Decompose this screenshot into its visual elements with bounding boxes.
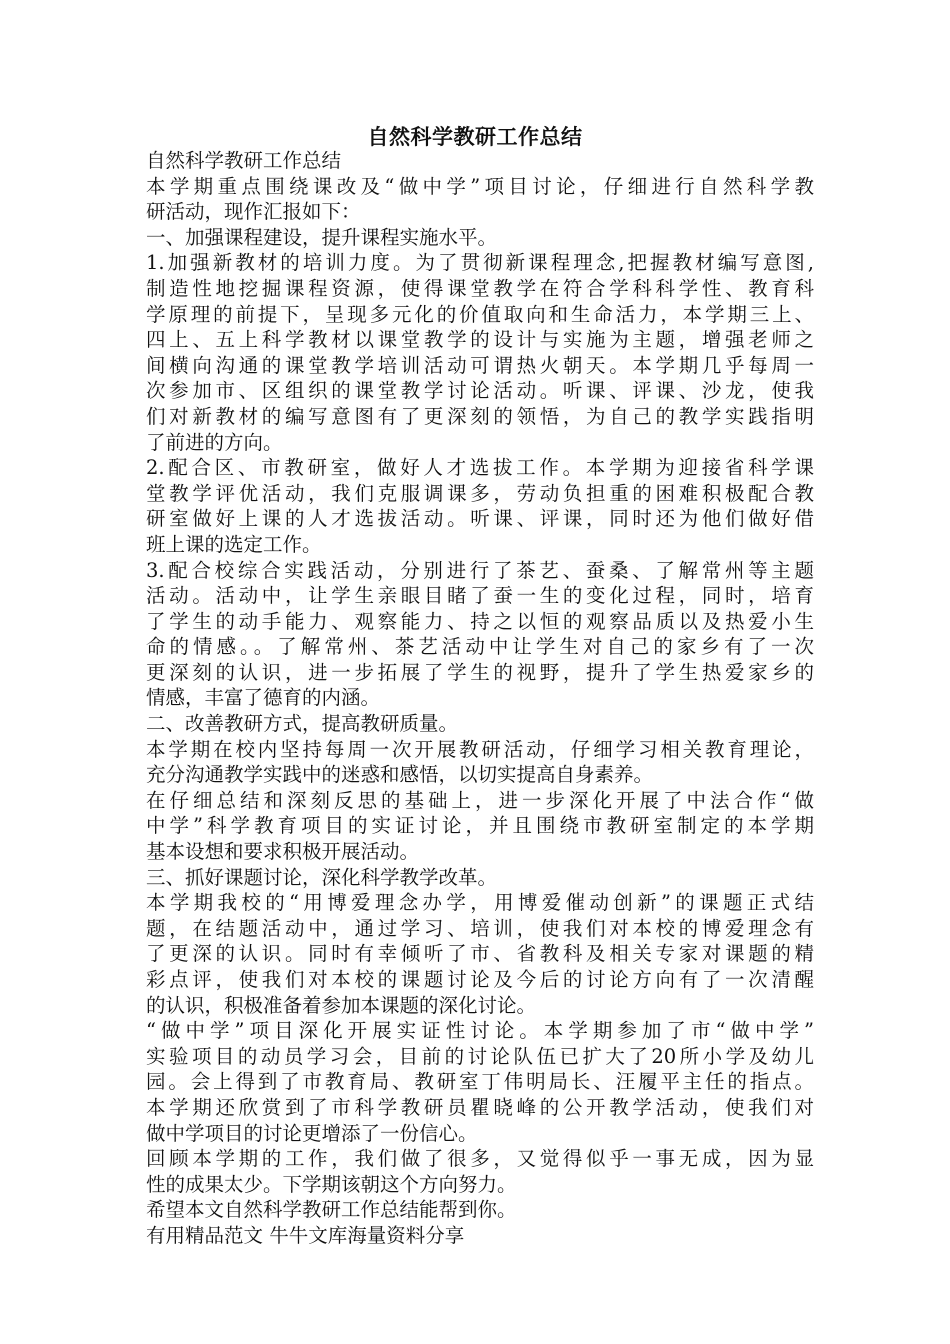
body-text-line: 了前进的方向。 (146, 430, 283, 454)
body-text-line: “做中学”项目深化开展实证性讨论。本学期参加了市“做中学” (146, 1019, 814, 1043)
body-text-line: 3.配合校综合实践活动，分别进行了茶艺、蚕桑、了解常州等主题 (146, 558, 814, 582)
body-text-line: 做中学项目的讨论更增添了一份信心。 (146, 1121, 478, 1145)
body-text-line: 活动。活动中，让学生亲眼目睹了蚕一生的变化过程，同时，培育 (146, 584, 814, 608)
body-text-line: 希望本文自然科学教研工作总结能帮到你。 (146, 1198, 517, 1222)
body-text-line: 中学”科学教育项目的实证讨论，并且围绕市教研室制定的本学期 (146, 814, 814, 838)
body-text-line: 本学期我校的“用博爱理念办学，用博爱催动创新”的课题正式结 (146, 891, 814, 915)
body-text-line: 制造性地挖掘课程资源，使得课堂教学在符合学科科学性、教育科 (146, 276, 814, 300)
body-text-line: 间横向沟通的课堂教学培训活动可谓热火朝天。本学期几乎每周一 (146, 353, 814, 377)
body-text-line: 本学期在校内坚持每周一次开展教研活动，仔细学习相关教育理论， (146, 737, 814, 761)
body-text-line: 研室做好上课的人才选拔活动。听课、评课，同时还为他们做好借 (146, 507, 814, 531)
body-text-line: 自然科学教研工作总结 (146, 149, 342, 172)
body-text-line: 一、加强课程建设，提升课程实施水平。 (146, 225, 498, 249)
body-text-line: 命的情感。。了解常州、茶艺活动中让学生对自己的家乡有了一次 (146, 635, 814, 659)
body-text-line: 了更深的认识。同时有幸倾听了市、省教科及相关专家对课题的精 (146, 942, 814, 966)
body-text-line: 2.配合区、市教研室，做好人才选拔工作。本学期为迎接省科学课 (146, 456, 814, 480)
body-text-line: 园。会上得到了市教育局、教研室丁伟明局长、汪履平主任的指点。 (146, 1070, 814, 1094)
body-text-line: 更深刻的认识，进一步拓展了学生的视野，提升了学生热爱家乡的 (146, 660, 814, 684)
body-text-line: 三、抓好课题讨论，深化科学教学改革。 (146, 865, 498, 889)
body-text-line: 情感，丰富了德育的内涵。 (146, 686, 381, 710)
body-text-line: 堂教学评优活动，我们克服调课多，劳动负担重的困难积极配合教 (146, 481, 814, 505)
body-text-line: 本学期重点围绕课改及“做中学”项目讨论，仔细进行自然科学教 (146, 174, 814, 198)
body-text-line: 研活动，现作汇报如下： (146, 200, 361, 224)
body-text-line: 彩点评，使我们对本校的课题讨论及今后的讨论方向有了一次清醒 (146, 968, 814, 991)
body-text-line: 性的成果太少。下学期该朝这个方向努力。 (146, 1172, 517, 1196)
body-text-line: 了学生的动手能力、观察能力、持之以恒的观察品质以及热爱小生 (146, 609, 814, 633)
body-text-line: 本学期还欣赏到了市科学教研员瞿晓峰的公开教学活动，使我们对 (146, 1095, 814, 1119)
body-text-line: 班上课的选定工作。 (146, 532, 322, 556)
body-text-line: 次参加市、区组织的课堂教学讨论活动。听课、评课、沙龙，使我 (146, 379, 814, 403)
body-text-line: 们对新教材的编写意图有了更深刻的领悟，为自己的教学实践指明 (146, 404, 814, 428)
document-body (146, 148, 814, 1249)
body-text-line: 回顾本学期的工作，我们做了很多，又觉得似乎一事无成，因为显 (146, 1147, 814, 1171)
body-text-line: 题，在结题活动中，通过学习、培训，使我们对本校的博爱理念有 (146, 916, 814, 940)
body-text-line: 基本设想和要求积极开展活动。 (146, 840, 420, 864)
body-text-line: 在仔细总结和深刻反思的基础上，进一步深化开展了中法合作“做 (146, 788, 814, 812)
body-text-line: 学原理的前提下，呈现多元化的价值取向和生命活力，本学期三上、 (146, 302, 814, 326)
body-text-line: 充分沟通教学实践中的迷惑和感悟，以切实提高自身素养。 (146, 763, 654, 787)
body-text-line: 有用精品范文 牛牛文库海量资料分享 (146, 1223, 465, 1247)
body-text-line: 实验项目的动员学习会，目前的讨论队伍已扩大了20所小学及幼儿 (146, 1044, 814, 1068)
body-text-line: 的认识，积极准备着参加本课题的深化讨论。 (146, 993, 537, 1017)
body-text-line: 二、改善教研方式，提高教研质量。 (146, 712, 459, 736)
body-text-line: 四上、五上科学教材以课堂教学的设计与实施为主题，增强老师之 (146, 328, 814, 352)
body-text-line: 1.加强新教材的培训力度。为了贯彻新课程理念,把握教材编写意图, (146, 251, 814, 275)
document-title: 自然科学教研工作总结 (367, 124, 583, 149)
